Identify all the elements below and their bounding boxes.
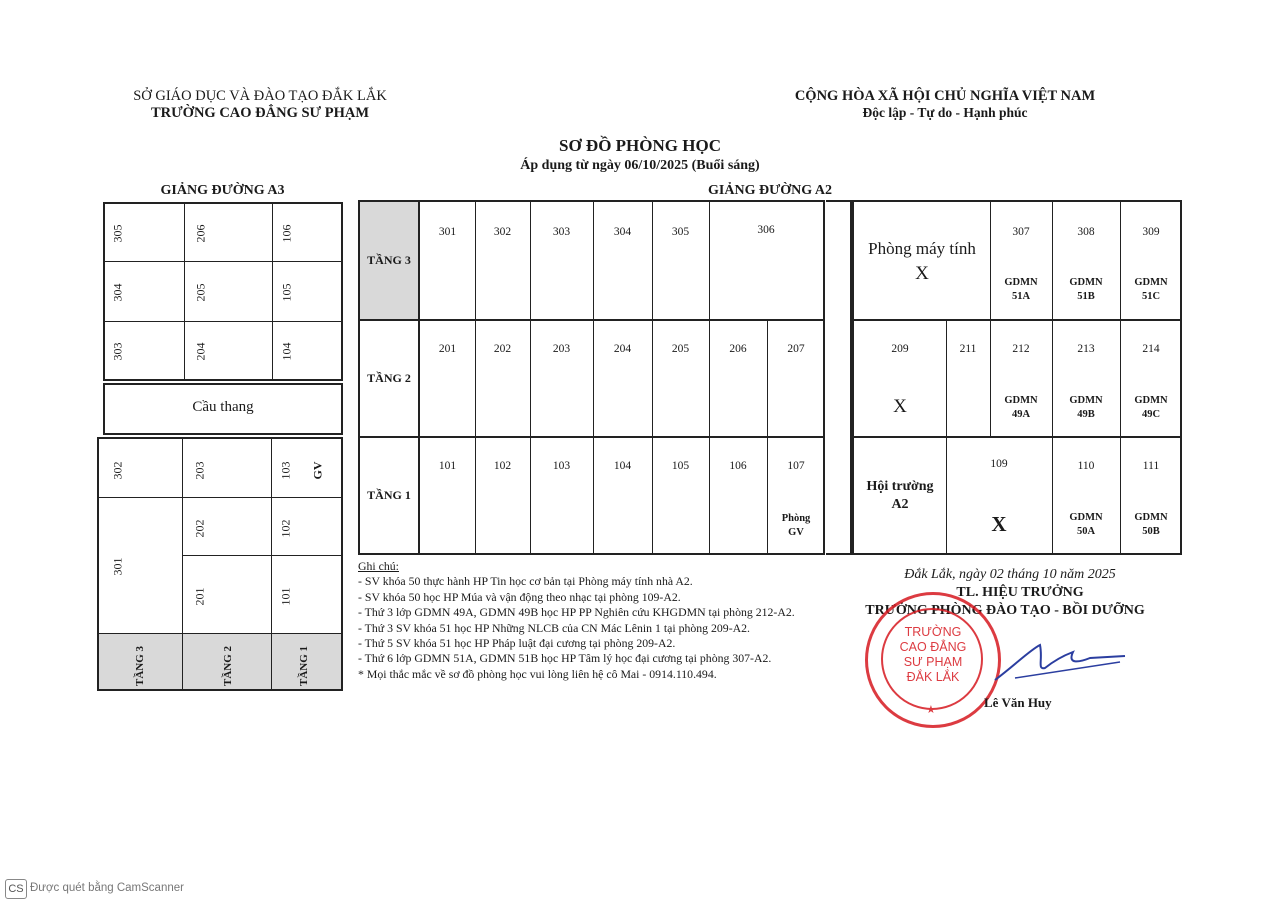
a2-room-110: 110 (1077, 460, 1095, 472)
stamp-text: TRƯỜNG CAO ĐẲNG SƯ PHẠM ĐẮK LẮK (899, 625, 967, 684)
divider (767, 437, 768, 555)
divider (530, 320, 531, 436)
signature-stroke (985, 630, 1135, 690)
tang2-label: TẦNG 2 (367, 371, 411, 385)
class-214: GDMN 49C (1134, 395, 1168, 420)
floor3-label: TẦNG 3 (134, 645, 146, 686)
computer-room-label: Phòng máy tính (868, 239, 976, 258)
divider (652, 320, 653, 436)
sign-role2: TRƯỞNG PHÒNG ĐÀO TẠO - BỒI DƯỠNG (865, 603, 1145, 618)
tang1-label: TẦNG 1 (367, 488, 411, 502)
room-205: 205 (193, 283, 208, 302)
ministry-name: SỞ GIÁO DỤC VÀ ĐÀO TẠO ĐẮK LẮK (133, 88, 387, 104)
a2-room-301: 301 (438, 226, 457, 238)
divider (1052, 437, 1053, 555)
a2-room-111: 111 (1142, 460, 1160, 472)
a3-top-block (103, 202, 343, 381)
note-item: - SV khóa 50 học HP Múa và vận động theo nhạc tại phòng 109-A2. (358, 589, 681, 604)
divider (1052, 320, 1053, 436)
class-213: GDMN 49B (1069, 395, 1103, 420)
room-203: 203 (192, 461, 207, 480)
a2-room-204: 204 (613, 343, 632, 355)
a2-room-303: 303 (552, 226, 571, 238)
divider (358, 436, 825, 438)
signer-name: Lê Văn Huy (984, 695, 1052, 710)
divider (97, 497, 183, 498)
divider (1120, 437, 1121, 555)
divider (593, 437, 594, 555)
a2-room-305: 305 (671, 226, 690, 238)
hall-label: Hội trường A2 (866, 479, 934, 512)
a2-room-212: 212 (1012, 343, 1030, 355)
sign-role1: TL. HIỆU TRƯỞNG (956, 585, 1084, 600)
a2-room-214: 214 (1142, 343, 1160, 355)
a2-room-102: 102 (493, 460, 512, 472)
divider (184, 202, 185, 381)
school-name: TRƯỜNG CAO ĐẲNG SƯ PHẠM (150, 105, 370, 121)
country-name: CỘNG HÒA XÃ HỘI CHỦ NGHĨA VIỆT NAM (794, 88, 1096, 104)
room-303: 303 (110, 342, 125, 361)
a2-room-207: 207 (787, 343, 805, 355)
room-103: 103 (278, 461, 293, 480)
room-304: 304 (110, 283, 125, 302)
note-item: - Thứ 3 lớp GDMN 49A, GDMN 49B học HP PP Nghiên cứu KHGDMN tại phòng 212-A2. (358, 605, 795, 620)
a2-room-101: 101 (438, 460, 457, 472)
floor1-label: TẦNG 1 (298, 645, 310, 686)
divider (182, 497, 343, 498)
note-item: - SV khóa 50 thực hành HP Tin học cơ bản tại Phòng máy tính nhà A2. (358, 574, 693, 589)
stairs-label: Cầu thang (192, 399, 254, 415)
divider (103, 321, 343, 322)
a2-room-109: 109 (990, 458, 1008, 470)
a2-room-304: 304 (613, 226, 632, 238)
tang3-label: TẦNG 3 (367, 253, 411, 267)
divider (593, 320, 594, 436)
divider (475, 437, 476, 555)
class-307: GDMN 51A (1004, 277, 1038, 302)
room-104: 104 (279, 342, 294, 361)
a2-room-203: 203 (552, 343, 571, 355)
note-item: * Mọi thắc mắc về sơ đồ phòng học vui lòng liên hệ cô Mai - 0914.110.494. (358, 666, 717, 681)
room-204: 204 (193, 342, 208, 361)
room-101: 101 (278, 587, 293, 606)
floor2-label: TẦNG 2 (222, 645, 234, 686)
class-111: GDMN 50B (1134, 512, 1168, 537)
divider (418, 200, 420, 555)
class-309: GDMN 51C (1134, 277, 1168, 302)
divider (709, 437, 710, 555)
room-201: 201 (192, 587, 207, 606)
a2-main-block (358, 200, 825, 555)
a2-room-106: 106 (729, 460, 747, 472)
a2-room-205: 205 (671, 343, 690, 355)
room-106: 106 (279, 224, 294, 243)
divider (990, 202, 991, 319)
divider (103, 261, 343, 262)
divider (709, 202, 710, 319)
room-302: 302 (110, 461, 125, 480)
room-202: 202 (192, 519, 207, 538)
a2-corridor (826, 200, 852, 555)
room-105: 105 (279, 283, 294, 302)
a2-room-302: 302 (493, 226, 512, 238)
divider (530, 202, 531, 319)
camscanner-logo: CS (5, 879, 27, 899)
note-item: - Thứ 6 lớp GDMN 51A, GDMN 51B học HP Tâm lý học đại cương tại phòng 307-A2. (358, 651, 772, 666)
divider (475, 320, 476, 436)
official-stamp: TRƯỜNG CAO ĐẲNG SƯ PHẠM ĐẮK LẮK ★ (865, 592, 1001, 728)
divider (946, 437, 947, 555)
motto: Độc lập - Tự do - Hạnh phúc (862, 105, 1028, 120)
divider (990, 320, 991, 436)
a2-room-209: 209 (891, 343, 909, 355)
divider (767, 320, 768, 436)
divider (1120, 320, 1121, 436)
divider (182, 555, 343, 556)
page-subtitle: Áp dụng từ ngày 06/10/2025 (Buổi sáng) (520, 158, 760, 173)
a2-room-308: 308 (1077, 226, 1095, 238)
a2-room-201: 201 (438, 343, 457, 355)
sign-date: Đắk Lắk, ngày 02 tháng 10 năm 2025 (904, 567, 1116, 582)
a2-room-105: 105 (671, 460, 690, 472)
divider (652, 437, 653, 555)
room-109-x: X (991, 512, 1007, 536)
page-title: SƠ ĐỒ PHÒNG HỌC (559, 136, 721, 155)
divider (1052, 202, 1053, 319)
a2-title: GIẢNG ĐƯỜNG A2 (708, 183, 832, 198)
a2-room-103: 103 (552, 460, 571, 472)
a2-room-213: 213 (1077, 343, 1095, 355)
class-110: GDMN 50A (1069, 512, 1103, 537)
divider (852, 319, 1182, 321)
room-305: 305 (110, 224, 125, 243)
divider (358, 319, 825, 321)
room-gv: GV (310, 461, 325, 480)
a2-room-202: 202 (493, 343, 512, 355)
divider (530, 437, 531, 555)
a2-room-211: 211 (959, 343, 977, 355)
divider (652, 202, 653, 319)
computer-room-x: X (915, 263, 929, 284)
divider (475, 202, 476, 319)
divider (852, 436, 1182, 438)
note-item: - Thứ 3 SV khóa 51 học HP Những NLCB của CN Mác Lênin 1 tại phòng 209-A2. (358, 620, 750, 635)
room-209-x: X (893, 396, 907, 417)
a2-room-206: 206 (729, 343, 747, 355)
divider (709, 320, 710, 436)
a2-room-104: 104 (613, 460, 632, 472)
room-301: 301 (110, 557, 125, 576)
a2-room-107: 107 (787, 460, 805, 472)
notes-title: Ghi chú: (358, 559, 399, 573)
a3-title: GIẢNG ĐƯỜNG A3 (160, 183, 285, 198)
divider (1120, 202, 1121, 319)
note-item: - Thứ 5 SV khóa 51 học HP Pháp luật đại cương tại phòng 209-A2. (358, 636, 676, 651)
notes (358, 559, 838, 682)
class-212: GDMN 49A (1004, 395, 1038, 420)
scanner-caption: Được quét bằng CamScanner (30, 882, 184, 894)
teacher-room-note: Phòng GV (781, 513, 811, 538)
a2-room-307: 307 (1012, 226, 1030, 238)
class-308: GDMN 51B (1069, 277, 1103, 302)
room-102: 102 (278, 519, 293, 538)
divider (272, 202, 273, 381)
divider (593, 202, 594, 319)
divider (946, 320, 947, 436)
a2-room-306: 306 (757, 224, 775, 236)
a2-room-309: 309 (1142, 226, 1160, 238)
room-206: 206 (193, 224, 208, 243)
